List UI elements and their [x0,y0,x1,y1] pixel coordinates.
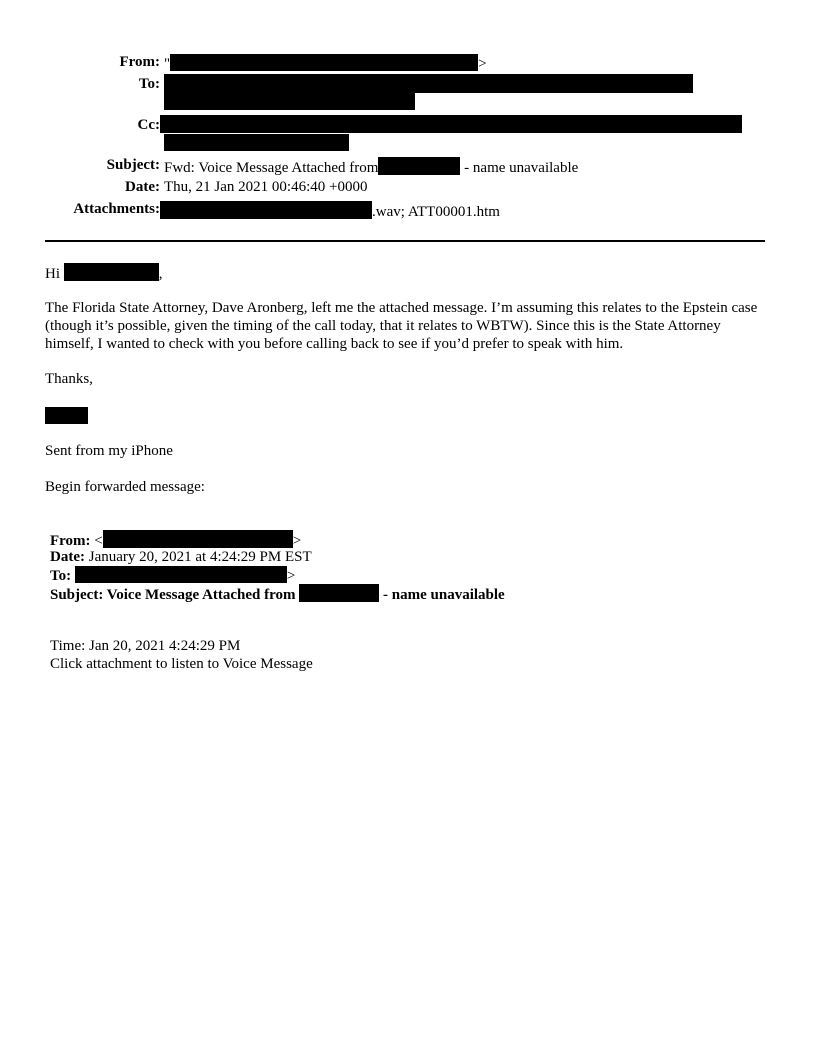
redaction-block [75,566,287,583]
cc-value-line2 [164,134,349,153]
redaction-block [378,157,460,175]
attachments-label: Attachments: [73,201,160,217]
redaction-block [64,263,159,281]
cc-value [160,115,742,135]
redaction-block [164,93,415,110]
signature [45,407,88,426]
redaction-block [45,407,88,424]
redaction-block [170,54,478,71]
begin-forwarded: Begin forwarded message: [45,479,205,495]
forwarded-date: Date: January 20, 2021 at 4:24:29 PM EST [50,549,312,565]
forwarded-subject: Subject: Voice Message Attached from - name unavailable [50,584,505,604]
attachments-value[interactable]: .wav; ATT00001.htm [160,201,500,221]
redaction-block [164,134,349,151]
redaction-block [164,74,693,93]
to-label: To: [138,76,160,92]
redaction-block [103,530,293,548]
redaction-block [160,201,372,219]
sent-from: Sent from my iPhone [45,443,173,459]
cc-label: Cc: [137,117,160,133]
subject-label: Subject: [106,157,160,173]
signoff: Thanks, [45,371,93,387]
from-value: " > [164,56,487,72]
header-divider [45,240,765,242]
redaction-block [299,584,379,602]
forwarded-instruction: Click attachment to listen to Voice Message [50,656,313,672]
from-label: From: [119,54,160,70]
forwarded-from: From: < > [50,530,301,550]
forwarded-to: To: > [50,568,296,584]
date-label: Date: [125,179,160,195]
date-value: Thu, 21 Jan 2021 00:46:40 +0000 [164,179,368,195]
message-paragraph: The Florida State Attorney, Dave Aronberg, left me the attached message. I’m assuming this relates to the Epstein case (though it’s possible, given the timing of the call today, that it relates to WBTW). Since this is the State Attorney himself, I wanted to check with you before calling back to see if you’d prefer to speak with him. [45,300,758,352]
redaction-block [160,115,742,133]
subject-value: Fwd: Voice Message Attached from - name unavailable [164,157,578,177]
to-value [164,74,693,95]
to-value-line2 [164,93,415,112]
forwarded-time: Time: Jan 20, 2021 4:24:29 PM [50,638,241,654]
greeting: Hi , [45,263,163,283]
